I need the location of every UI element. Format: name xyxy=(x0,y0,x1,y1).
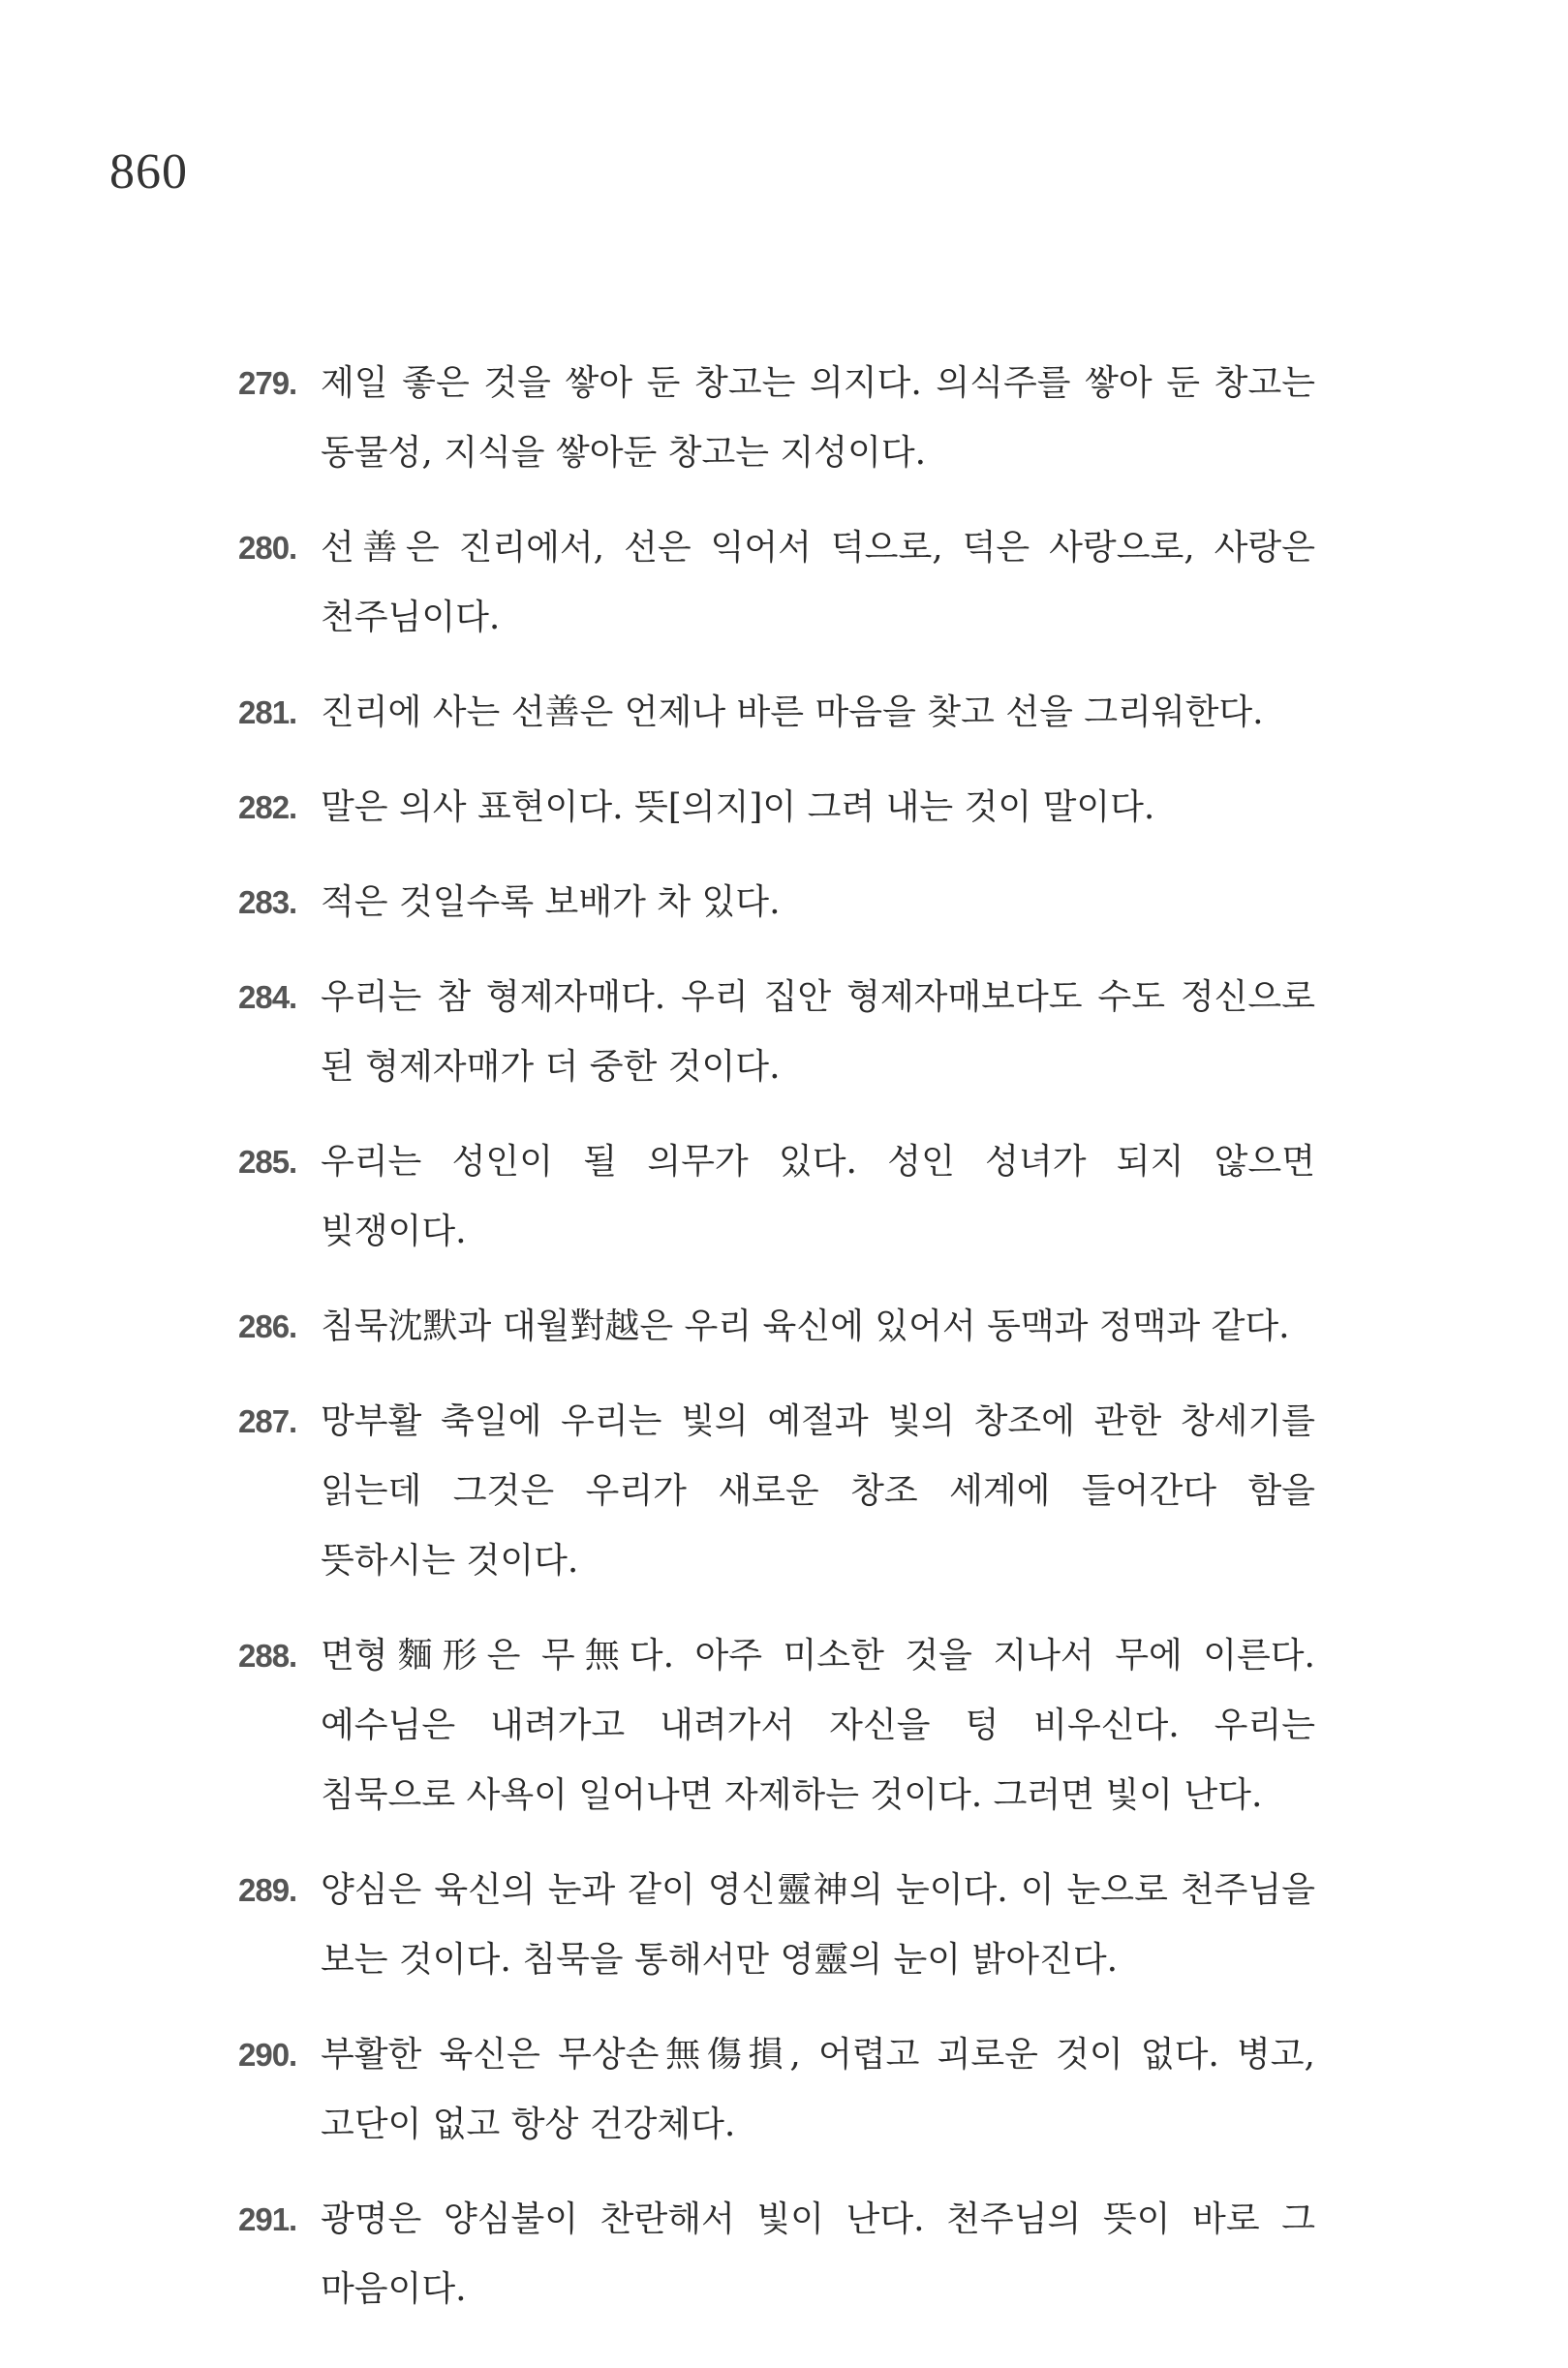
entry-text: 면형麵形은 무無다. 아주 미소한 것을 지나서 무에 이른다. 예수님은 내려가고 내려가서 자신을 텅 비우신다. 우리는 침묵으로 사욕이 일어나면 자제하는 것이다. 그러면 빛이 난다. xyxy=(321,1636,1315,1815)
entry-number: 286. xyxy=(238,1308,297,1344)
entry-text: 침묵沈默과 대월對越은 우리 육신에 있어서 동맥과 정맥과 같다. xyxy=(321,1307,1290,1346)
entry-text: 광명은 양심불이 찬란해서 빛이 난다. 천주님의 뜻이 바로 그 마음이다. xyxy=(321,2199,1315,2309)
entry-text: 망부활 축일에 우리는 빛의 예절과 빛의 창조에 관한 창세기를 읽는데 그것은 우리가 새로운 창조 세계에 들어간다 함을 뜻하시는 것이다. xyxy=(321,1401,1315,1581)
entry-text: 제일 좋은 것을 쌓아 둔 창고는 의지다. 의식주를 쌓아 둔 창고는 동물성, 지식을 쌓아둔 창고는 지성이다. xyxy=(321,363,1315,473)
aphorism-list xyxy=(238,349,1315,2350)
entry-text: 진리에 사는 선善은 언제나 바른 마음을 찾고 선을 그리워한다. xyxy=(321,692,1264,732)
list-item xyxy=(238,1621,1315,1830)
entry-text: 말은 의사 표현이다. 뜻[의지]이 그려 내는 것이 말이다. xyxy=(321,787,1155,827)
list-item xyxy=(238,349,1315,488)
list-item xyxy=(238,678,1315,748)
entry-text: 부활한 육신은 무상손無傷損, 어렵고 괴로운 것이 없다. 병고, 고단이 없고 항상 건강체다. xyxy=(321,2035,1315,2144)
list-item xyxy=(238,513,1315,653)
entry-text: 선善은 진리에서, 선은 익어서 덕으로, 덕은 사랑으로, 사랑은 천주님이다. xyxy=(321,528,1315,637)
entry-number: 291. xyxy=(238,2201,297,2237)
entry-text: 우리는 성인이 될 의무가 있다. 성인 성녀가 되지 않으면 빚쟁이다. xyxy=(321,1142,1315,1251)
list-item xyxy=(238,2185,1315,2324)
list-item xyxy=(238,1127,1315,1267)
entry-number: 289. xyxy=(238,1872,297,1908)
entry-number: 280. xyxy=(238,530,297,566)
entry-number: 288. xyxy=(238,1638,297,1674)
list-item xyxy=(238,1856,1315,1995)
entry-number: 287. xyxy=(238,1403,297,1439)
entry-text: 우리는 참 형제자매다. 우리 집안 형제자매보다도 수도 정신으로 된 형제자매가 더 중한 것이다. xyxy=(321,977,1315,1087)
page-number: 860 xyxy=(109,144,188,200)
list-item xyxy=(238,1292,1315,1362)
entry-number: 285. xyxy=(238,1144,297,1180)
entry-number: 284. xyxy=(238,979,297,1015)
list-item xyxy=(238,868,1315,938)
entry-text: 적은 것일수록 보배가 차 있다. xyxy=(321,882,781,922)
entry-text: 양심은 육신의 눈과 같이 영신靈神의 눈이다. 이 눈으로 천주님을 보는 것이다. 침묵을 통해서만 영靈의 눈이 밝아진다. xyxy=(321,1870,1315,1980)
entry-number: 290. xyxy=(238,2037,297,2073)
entry-number: 279. xyxy=(238,365,297,401)
list-item xyxy=(238,2020,1315,2160)
list-item xyxy=(238,1387,1315,1596)
list-item xyxy=(238,773,1315,843)
list-item xyxy=(238,963,1315,1102)
entry-number: 283. xyxy=(238,884,297,920)
entry-number: 281. xyxy=(238,694,297,730)
entry-number: 282. xyxy=(238,789,297,825)
